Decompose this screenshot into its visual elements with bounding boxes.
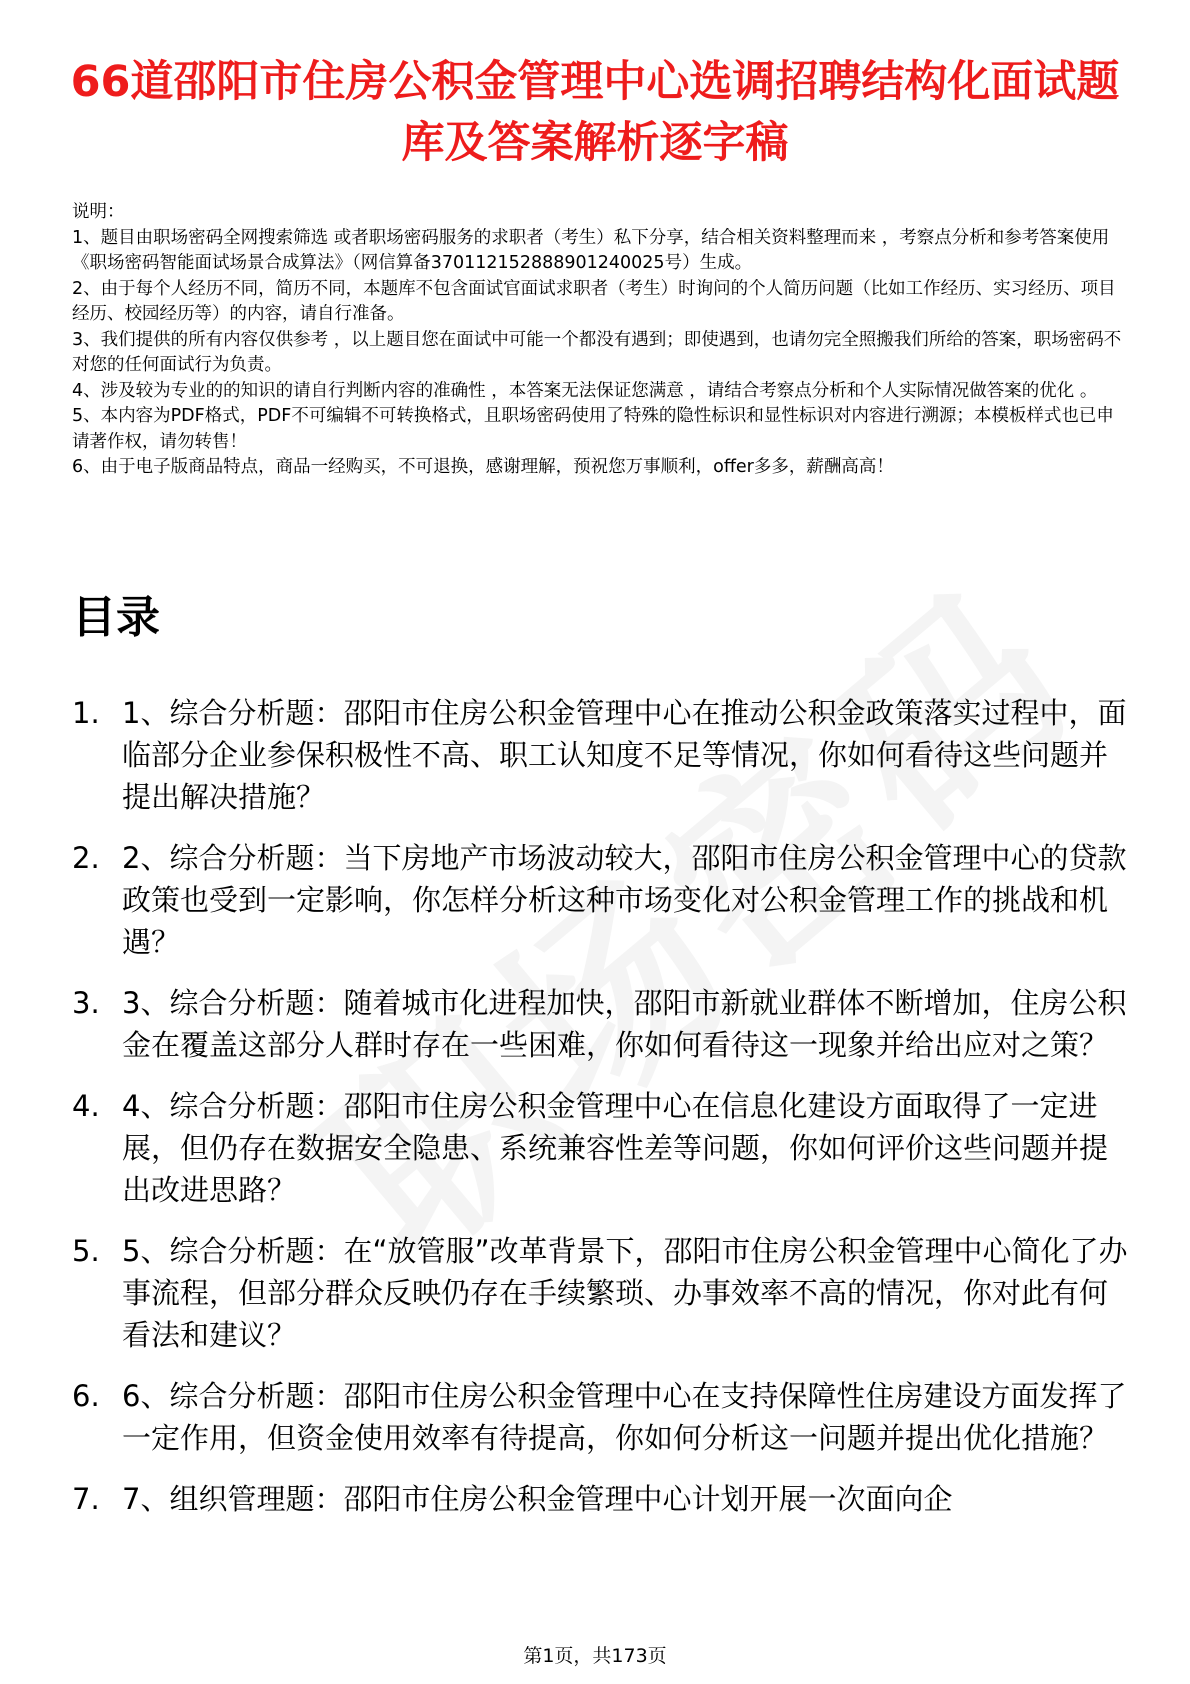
note-item: 4、涉及较为专业的的知识的请自行判断内容的准确性 ，本答案无法保证您满意 ，请结合考察点分析和个人实际情况做答案的优化 。: [72, 380, 1098, 401]
toc-item-number: 1.: [72, 696, 100, 730]
notes-heading: 说明：: [72, 202, 125, 222]
toc-item[interactable]: [72, 982, 1132, 1066]
note-item: 3、我们提供的所有内容仅供参考 ，以上题目您在面试中可能一个都没有遇到；即使遇到，也请勿完全照搬我们所给的答案，职场密码不对您的任何面试行为负责。: [72, 329, 1122, 375]
toc-heading: 目录: [72, 592, 160, 643]
toc-item-text: 6、综合分析题：邵阳市住房公积金管理中心在支持保障性住房建设方面发挥了一定作用，但资金使用效率有待提高，你如何分析这一问题并提出优化措施？: [122, 1379, 1127, 1455]
toc-item-number: 7.: [72, 1482, 100, 1516]
page-footer: 第1页，共173页: [523, 1645, 667, 1667]
note-item: 2、由于每个人经历不同，简历不同，本题库不包含面试官面试求职者（考生）时询问的个人简历问题（比如工作经历、实习经历、项目经历、校园经历等）的内容，请自行准备。: [72, 278, 1116, 324]
toc-item-number: 3.: [72, 986, 100, 1020]
toc-item[interactable]: [72, 1375, 1132, 1459]
note-item: 6、由于电子版商品特点，商品一经购买，不可退换，感谢理解，预祝您万事顺利，offer多多，薪酬高高！: [72, 457, 894, 477]
toc-item-text: 4、综合分析题：邵阳市住房公积金管理中心在信息化建设方面取得了一定进展，但仍存在数据安全隐患、系统兼容性差等问题，你如何评价这些问题并提出改进思路？: [122, 1089, 1109, 1207]
toc-item[interactable]: [72, 1085, 1132, 1211]
notes-section: [72, 200, 1122, 481]
toc-item[interactable]: [72, 1478, 1132, 1520]
document-title: 66道邵阳市住房公积金管理中心选调招聘结构化面试题库及答案解析逐字稿: [70, 57, 1120, 168]
toc-item[interactable]: [72, 1230, 1132, 1356]
toc-item[interactable]: [72, 837, 1132, 963]
toc-item-text: 2、综合分析题：当下房地产市场波动较大，邵阳市住房公积金管理中心的贷款政策也受到一定影响，你怎样分析这种市场变化对公积金管理工作的挑战和机遇？: [122, 841, 1127, 959]
note-item: 1、题目由职场密码全网搜索筛选 或者职场密码服务的求职者（考生）私下分享，结合相关资料整理而来 ，考察点分析和参考答案使用《职场密码智能面试场景合成算法》（网信算备370112152888901240025号）生成。: [72, 227, 1110, 273]
toc-item-text: 3、综合分析题：随着城市化进程加快，邵阳市新就业群体不断增加，住房公积金在覆盖这部分人群时存在一些困难，你如何看待这一现象并给出应对之策？: [122, 986, 1127, 1062]
toc-item-number: 2.: [72, 841, 100, 875]
toc-item-number: 5.: [72, 1234, 100, 1268]
toc-item[interactable]: [72, 692, 1132, 818]
toc-item-text: 5、综合分析题：在“放管服”改革背景下，邵阳市住房公积金管理中心简化了办事流程，但部分群众反映仍存在手续繁琐、办事效率不高的情况，你对此有何看法和建议？: [122, 1234, 1128, 1352]
toc-item-text: 1、综合分析题：邵阳市住房公积金管理中心在推动公积金政策落实过程中，面临部分企业参保积极性不高、职工认知度不足等情况，你如何看待这些问题并提出解决措施？: [122, 696, 1127, 814]
toc-item-number: 4.: [72, 1089, 100, 1123]
toc-item-number: 6.: [72, 1379, 100, 1413]
table-of-contents: [72, 692, 1132, 1539]
toc-item-text: 7、组织管理题：邵阳市住房公积金管理中心计划开展一次面向企: [122, 1482, 953, 1516]
note-item: 5、本内容为PDF格式，PDF不可编辑不可转换格式，且职场密码使用了特殊的隐性标识和显性标识对内容进行溯源；本模板样式也已申请著作权，请勿转售！: [72, 406, 1114, 452]
